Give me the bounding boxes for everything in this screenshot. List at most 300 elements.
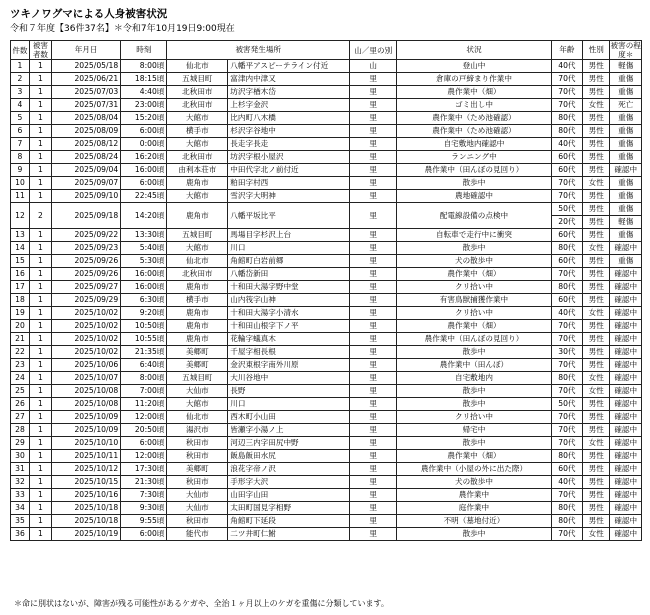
cell-age: 80代 xyxy=(551,242,582,255)
cell-situation: 農作業中（畑） xyxy=(397,268,551,281)
cell-severity: 確認中 xyxy=(610,398,642,411)
header-situation: 状況 xyxy=(397,41,551,60)
cell-date: 2025/10/12 xyxy=(51,463,120,476)
cell-sex: 男性 xyxy=(583,164,610,177)
cell-count: 11 xyxy=(11,190,30,203)
cell-area: 里 xyxy=(350,450,397,463)
cell-count: 23 xyxy=(11,359,30,372)
cell-situation: 農作業中（ため池確認） xyxy=(397,112,551,125)
cell-age: 60代 xyxy=(551,164,582,177)
cell-time: 7:00頃 xyxy=(121,385,167,398)
cell-count: 25 xyxy=(11,385,30,398)
cell-sex: 男性 xyxy=(583,294,610,307)
cell-count: 13 xyxy=(11,229,30,242)
cell-sex: 男性 xyxy=(583,60,610,73)
cell-location: 十和田大湯字野中堂 xyxy=(228,281,350,294)
cell-date: 2025/09/26 xyxy=(51,255,120,268)
cell-time: 16:00頃 xyxy=(121,281,167,294)
cell-age: 40代 xyxy=(551,307,582,320)
table-row xyxy=(11,190,642,203)
cell-severity: 重傷 xyxy=(610,203,642,216)
cell-severity: 確認中 xyxy=(610,476,642,489)
cell-count: 20 xyxy=(11,320,30,333)
cell-date: 2025/10/09 xyxy=(51,411,120,424)
cell-victims: 1 xyxy=(29,151,51,164)
table-row xyxy=(11,99,642,112)
cell-city: 美郷町 xyxy=(167,359,228,372)
cell-age: 70代 xyxy=(551,489,582,502)
cell-severity: 確認中 xyxy=(610,372,642,385)
cell-count: 6 xyxy=(11,125,30,138)
cell-date: 2025/09/04 xyxy=(51,164,120,177)
cell-age: 80代 xyxy=(551,125,582,138)
cell-location: 太田町国見字相野 xyxy=(228,502,350,515)
cell-victims: 1 xyxy=(29,411,51,424)
cell-age: 70代 xyxy=(551,424,582,437)
cell-area: 里 xyxy=(350,86,397,99)
cell-sex: 男性 xyxy=(583,476,610,489)
cell-age: 70代 xyxy=(551,86,582,99)
cell-victims: 1 xyxy=(29,164,51,177)
header-time: 時刻 xyxy=(121,41,167,60)
cell-time: 9:55頃 xyxy=(121,515,167,528)
cell-situation: 散歩中 xyxy=(397,398,551,411)
cell-time: 12:00頃 xyxy=(121,411,167,424)
cell-area: 里 xyxy=(350,476,397,489)
cell-date: 2025/08/04 xyxy=(51,112,120,125)
cell-date: 2025/10/18 xyxy=(51,502,120,515)
cell-time: 21:35頃 xyxy=(121,346,167,359)
cell-sex: 男性 xyxy=(583,281,610,294)
cell-victims: 1 xyxy=(29,138,51,151)
cell-city: 由利本荘市 xyxy=(167,164,228,177)
cell-sex: 男性 xyxy=(583,112,610,125)
cell-count: 35 xyxy=(11,515,30,528)
cell-location: 山田字山田 xyxy=(228,489,350,502)
cell-time: 9:20頃 xyxy=(121,307,167,320)
cell-time: 11:20頃 xyxy=(121,398,167,411)
cell-sex: 男性 xyxy=(583,216,610,229)
cell-location: 河辺三内字田尻中野 xyxy=(228,437,350,450)
cell-victims: 1 xyxy=(29,437,51,450)
cell-severity: 重傷 xyxy=(610,177,642,190)
cell-age: 70代 xyxy=(551,437,582,450)
cell-area: 里 xyxy=(350,515,397,528)
cell-age: 60代 xyxy=(551,229,582,242)
cell-situation: 農作業中（田んぼ） xyxy=(397,359,551,372)
cell-location: 飯島飯田水尻 xyxy=(228,450,350,463)
cell-sex: 男性 xyxy=(583,138,610,151)
cell-area: 里 xyxy=(350,281,397,294)
cell-count: 32 xyxy=(11,476,30,489)
cell-time: 5:30頃 xyxy=(121,255,167,268)
cell-location: 長走字長走 xyxy=(228,138,350,151)
cell-sex: 男性 xyxy=(583,125,610,138)
cell-area: 里 xyxy=(350,489,397,502)
table-row xyxy=(11,359,642,372)
cell-sex: 男性 xyxy=(583,333,610,346)
cell-sex: 男性 xyxy=(583,424,610,437)
cell-situation: 散歩中 xyxy=(397,528,551,541)
cell-severity: 確認中 xyxy=(610,437,642,450)
cell-situation: 散歩中 xyxy=(397,346,551,359)
cell-victims: 2 xyxy=(29,203,51,229)
cell-city: 鹿角市 xyxy=(167,281,228,294)
cell-time: 16:20頃 xyxy=(121,151,167,164)
cell-age: 80代 xyxy=(551,450,582,463)
cell-situation: 登山中 xyxy=(397,60,551,73)
cell-location: 皆瀬字小湯ノ上 xyxy=(228,424,350,437)
cell-area: 里 xyxy=(350,242,397,255)
table-row xyxy=(11,281,642,294)
cell-time: 23:00頃 xyxy=(121,99,167,112)
cell-age: 30代 xyxy=(551,346,582,359)
cell-sex: 男性 xyxy=(583,190,610,203)
cell-date: 2025/10/19 xyxy=(51,528,120,541)
cell-city: 北秋田市 xyxy=(167,86,228,99)
cell-city: 仙北市 xyxy=(167,255,228,268)
cell-victims: 1 xyxy=(29,372,51,385)
cell-time: 10:55頃 xyxy=(121,333,167,346)
table-row xyxy=(11,463,642,476)
cell-victims: 1 xyxy=(29,476,51,489)
cell-situation: 農地確認中 xyxy=(397,190,551,203)
cell-date: 2025/05/18 xyxy=(51,60,120,73)
cell-age: 80代 xyxy=(551,372,582,385)
cell-location: 西木町小山田 xyxy=(228,411,350,424)
cell-area: 里 xyxy=(350,502,397,515)
cell-situation: 自宅敷地内 xyxy=(397,372,551,385)
cell-count: 31 xyxy=(11,463,30,476)
header-sex: 性別 xyxy=(583,41,610,60)
cell-time: 22:45頃 xyxy=(121,190,167,203)
header-severity: 被害の程度＊ xyxy=(610,41,641,59)
table-row xyxy=(11,515,642,528)
cell-location: 大川谷地中 xyxy=(228,372,350,385)
document-subtitle: 令和７年度【36件37名】＊令和7年10月19日9:00現在 xyxy=(10,24,235,34)
cell-situation: 農作業中 xyxy=(397,489,551,502)
cell-sex: 男性 xyxy=(583,268,610,281)
cell-area: 里 xyxy=(350,411,397,424)
document-title: ツキノワグマによる人身被害状況 xyxy=(10,8,168,20)
cell-age: 70代 xyxy=(551,268,582,281)
table-row xyxy=(11,203,642,216)
cell-severity: 確認中 xyxy=(610,528,642,541)
cell-city: 大仙市 xyxy=(167,385,228,398)
cell-location: 川口 xyxy=(228,398,350,411)
cell-victims: 1 xyxy=(29,125,51,138)
cell-severity: 確認中 xyxy=(610,281,642,294)
cell-time: 5:40頃 xyxy=(121,242,167,255)
header-age: 年齢 xyxy=(551,41,582,60)
cell-date: 2025/10/15 xyxy=(51,476,120,489)
table-row xyxy=(11,528,642,541)
cell-count: 3 xyxy=(11,86,30,99)
cell-situation: 散歩中 xyxy=(397,385,551,398)
cell-date: 2025/10/16 xyxy=(51,489,120,502)
cell-city: 大館市 xyxy=(167,398,228,411)
cell-time: 6:00頃 xyxy=(121,125,167,138)
cell-city: 仙北市 xyxy=(167,411,228,424)
cell-date: 2025/10/06 xyxy=(51,359,120,372)
cell-location: 花輪字蟻真木 xyxy=(228,333,350,346)
cell-location: 八幡平坂比平 xyxy=(228,203,350,229)
cell-victims: 1 xyxy=(29,398,51,411)
table-row xyxy=(11,86,642,99)
cell-severity: 確認中 xyxy=(610,294,642,307)
table-row xyxy=(11,164,642,177)
cell-sex: 男性 xyxy=(583,450,610,463)
cell-time: 0:00頃 xyxy=(121,138,167,151)
cell-location: 中田代字北ノ前付近 xyxy=(228,164,350,177)
incident-table xyxy=(10,40,642,541)
cell-age: 70代 xyxy=(551,528,582,541)
cell-situation: クリ拾い中 xyxy=(397,281,551,294)
cell-severity: 確認中 xyxy=(610,463,642,476)
cell-city: 鹿角市 xyxy=(167,307,228,320)
cell-sex: 男性 xyxy=(583,398,610,411)
table-row xyxy=(11,502,642,515)
cell-location: 上杉字金沢 xyxy=(228,99,350,112)
table-row xyxy=(11,437,642,450)
cell-area: 里 xyxy=(350,112,397,125)
cell-time: 15:20頃 xyxy=(121,112,167,125)
cell-severity: 確認中 xyxy=(610,515,642,528)
cell-count: 36 xyxy=(11,528,30,541)
cell-sex: 女性 xyxy=(583,242,610,255)
cell-count: 22 xyxy=(11,346,30,359)
cell-area: 里 xyxy=(350,398,397,411)
cell-victims: 1 xyxy=(29,177,51,190)
cell-city: 大仙市 xyxy=(167,489,228,502)
cell-severity: 重傷 xyxy=(610,151,642,164)
cell-age: 50代 xyxy=(551,398,582,411)
cell-city: 仙北市 xyxy=(167,60,228,73)
cell-age: 60代 xyxy=(551,294,582,307)
cell-city: 美郷町 xyxy=(167,346,228,359)
cell-severity: 確認中 xyxy=(610,424,642,437)
cell-count: 2 xyxy=(11,73,30,86)
cell-count: 16 xyxy=(11,268,30,281)
cell-count: 24 xyxy=(11,372,30,385)
cell-count: 27 xyxy=(11,411,30,424)
cell-age: 70代 xyxy=(551,333,582,346)
cell-victims: 1 xyxy=(29,60,51,73)
cell-severity: 確認中 xyxy=(610,489,642,502)
cell-severity: 重傷 xyxy=(610,125,642,138)
table-row xyxy=(11,268,642,281)
cell-location: 角館町白岩前郷 xyxy=(228,255,350,268)
cell-victims: 1 xyxy=(29,255,51,268)
cell-victims: 1 xyxy=(29,320,51,333)
cell-count: 1 xyxy=(11,60,30,73)
table-row xyxy=(11,60,642,73)
cell-age: 70代 xyxy=(551,190,582,203)
cell-victims: 1 xyxy=(29,112,51,125)
table-row xyxy=(11,424,642,437)
cell-date: 2025/09/23 xyxy=(51,242,120,255)
cell-situation: 散歩中 xyxy=(397,177,551,190)
cell-victims: 1 xyxy=(29,99,51,112)
cell-city: 五城目町 xyxy=(167,229,228,242)
cell-area: 里 xyxy=(350,268,397,281)
cell-area: 里 xyxy=(350,437,397,450)
cell-date: 2025/10/11 xyxy=(51,450,120,463)
cell-sex: 女性 xyxy=(583,99,610,112)
table-row xyxy=(11,125,642,138)
cell-date: 2025/08/24 xyxy=(51,151,120,164)
cell-victims: 1 xyxy=(29,359,51,372)
cell-area: 里 xyxy=(350,177,397,190)
table-row xyxy=(11,411,642,424)
cell-age: 40代 xyxy=(551,60,582,73)
cell-severity: 確認中 xyxy=(610,242,642,255)
cell-count: 4 xyxy=(11,99,30,112)
cell-area: 里 xyxy=(350,73,397,86)
table-row xyxy=(11,333,642,346)
table-body xyxy=(11,60,642,541)
cell-date: 2025/10/08 xyxy=(51,398,120,411)
cell-date: 2025/09/22 xyxy=(51,229,120,242)
cell-sex: 男性 xyxy=(583,502,610,515)
cell-sex: 男性 xyxy=(583,463,610,476)
cell-sex: 女性 xyxy=(583,307,610,320)
cell-severity: 確認中 xyxy=(610,385,642,398)
cell-situation: 農作業中（田んぼの見回り） xyxy=(397,164,551,177)
cell-location: 手形字大沢 xyxy=(228,476,350,489)
cell-location: 浪花字帝ノ沢 xyxy=(228,463,350,476)
header-date: 年月日 xyxy=(51,41,120,60)
cell-severity: 確認中 xyxy=(610,333,642,346)
cell-age: 80代 xyxy=(551,515,582,528)
table-row xyxy=(11,398,642,411)
cell-sex: 女性 xyxy=(583,177,610,190)
table-row xyxy=(11,151,642,164)
cell-location: 十和田大湯字小清水 xyxy=(228,307,350,320)
cell-city: 大館市 xyxy=(167,242,228,255)
cell-sex: 男性 xyxy=(583,489,610,502)
cell-situation: 有害鳥獣捕獲作業中 xyxy=(397,294,551,307)
cell-sex: 男性 xyxy=(583,359,610,372)
cell-sex: 男性 xyxy=(583,229,610,242)
cell-severity: 重傷 xyxy=(610,86,642,99)
cell-area: 里 xyxy=(350,359,397,372)
cell-location: 山内筏字山神 xyxy=(228,294,350,307)
cell-location: 千屋字相長根 xyxy=(228,346,350,359)
cell-time: 6:00頃 xyxy=(121,177,167,190)
cell-time: 7:30頃 xyxy=(121,489,167,502)
cell-time: 8:00頃 xyxy=(121,372,167,385)
cell-area: 里 xyxy=(350,190,397,203)
cell-situation: 農作業中（田んぼの見回り） xyxy=(397,333,551,346)
cell-date: 2025/10/09 xyxy=(51,424,120,437)
cell-city: 北秋田市 xyxy=(167,99,228,112)
cell-situation: 倉庫の戸締まり作業中 xyxy=(397,73,551,86)
cell-sex: 男性 xyxy=(583,255,610,268)
cell-age: 60代 xyxy=(551,151,582,164)
cell-time: 9:30頃 xyxy=(121,502,167,515)
cell-date: 2025/10/02 xyxy=(51,333,120,346)
cell-situation: ゴミ出し中 xyxy=(397,99,551,112)
cell-sex: 男性 xyxy=(583,346,610,359)
cell-situation: クリ拾い中 xyxy=(397,307,551,320)
cell-location: 坊沢字根小屋沢 xyxy=(228,151,350,164)
cell-date: 2025/10/07 xyxy=(51,372,120,385)
cell-severity: 重傷 xyxy=(610,190,642,203)
cell-situation: クリ拾い中 xyxy=(397,411,551,424)
cell-date: 2025/08/09 xyxy=(51,125,120,138)
table-row xyxy=(11,489,642,502)
cell-count: 29 xyxy=(11,437,30,450)
table-row xyxy=(11,307,642,320)
cell-count: 21 xyxy=(11,333,30,346)
cell-date: 2025/06/21 xyxy=(51,73,120,86)
cell-location: 比内町八木橋 xyxy=(228,112,350,125)
cell-date: 2025/10/02 xyxy=(51,320,120,333)
cell-location: 二ツ井町仁鮒 xyxy=(228,528,350,541)
cell-date: 2025/10/02 xyxy=(51,307,120,320)
header-area: 山／里の別 xyxy=(350,41,397,60)
cell-location: 八幡岱新田 xyxy=(228,268,350,281)
cell-victims: 1 xyxy=(29,489,51,502)
cell-count: 19 xyxy=(11,307,30,320)
cell-sex: 男性 xyxy=(583,411,610,424)
cell-severity: 確認中 xyxy=(610,411,642,424)
cell-situation: 帰宅中 xyxy=(397,424,551,437)
cell-city: 大館市 xyxy=(167,112,228,125)
cell-sex: 男性 xyxy=(583,320,610,333)
cell-severity: 確認中 xyxy=(610,359,642,372)
cell-severity: 確認中 xyxy=(610,164,642,177)
cell-age: 60代 xyxy=(551,463,582,476)
cell-situation: 農作業中（畑） xyxy=(397,86,551,99)
table-header-row xyxy=(11,41,642,60)
cell-situation: 配電線設備の点検中 xyxy=(397,203,551,229)
cell-time: 6:00頃 xyxy=(121,437,167,450)
table-row xyxy=(11,138,642,151)
cell-date: 2025/07/31 xyxy=(51,99,120,112)
cell-severity: 確認中 xyxy=(610,268,642,281)
cell-date: 2025/10/08 xyxy=(51,385,120,398)
header-victims: 被害者数 xyxy=(29,41,51,60)
cell-location: 杉沢字谷地中 xyxy=(228,125,350,138)
cell-time: 21:30頃 xyxy=(121,476,167,489)
cell-city: 鹿角市 xyxy=(167,333,228,346)
cell-area: 里 xyxy=(350,138,397,151)
cell-city: 美郷町 xyxy=(167,463,228,476)
cell-victims: 1 xyxy=(29,281,51,294)
cell-severity: 重傷 xyxy=(610,229,642,242)
cell-area: 里 xyxy=(350,164,397,177)
cell-victims: 1 xyxy=(29,307,51,320)
cell-time: 14:20頃 xyxy=(121,203,167,229)
cell-time: 10:50頃 xyxy=(121,320,167,333)
cell-victims: 1 xyxy=(29,229,51,242)
table-row xyxy=(11,112,642,125)
cell-city: 大館市 xyxy=(167,138,228,151)
cell-time: 20:50頃 xyxy=(121,424,167,437)
cell-situation: 犬の散歩中 xyxy=(397,476,551,489)
cell-time: 13:30頃 xyxy=(121,229,167,242)
cell-count: 15 xyxy=(11,255,30,268)
cell-age: 80代 xyxy=(551,502,582,515)
cell-situation: 農作業中（畑） xyxy=(397,450,551,463)
cell-count: 26 xyxy=(11,398,30,411)
cell-location: 八幡平アスピーテライン付近 xyxy=(228,60,350,73)
cell-location: 長野 xyxy=(228,385,350,398)
cell-city: 大館市 xyxy=(167,190,228,203)
cell-city: 鹿角市 xyxy=(167,203,228,229)
